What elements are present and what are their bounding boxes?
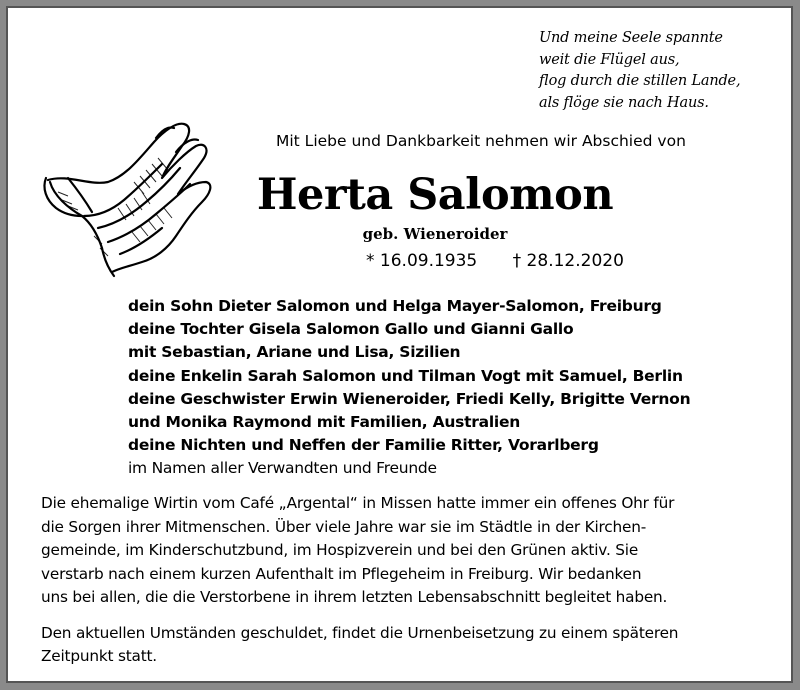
mourners-closing: im Namen aller Verwandten und Freunde <box>128 459 437 478</box>
deceased-name: Herta Salomon <box>256 170 614 220</box>
maiden-name: geb. Wieneroider <box>362 225 508 243</box>
obituary-text <box>41 492 755 669</box>
life-dates <box>366 251 624 271</box>
paragraph-line: gemeinde, im Kinderschutzbund, im Hospizverein und bei den Grünen aktiv. Sie <box>41 541 639 559</box>
poem-line: weit die Flügel aus, <box>539 51 680 68</box>
birth-date: * 16.09.1935 <box>366 251 478 271</box>
mourner-line: deine Nichten und Neffen der Familie Ritter, Vorarlberg <box>128 436 599 455</box>
mourner-line: dein Sohn Dieter Salomon und Helga Mayer-Salomon, Freiburg <box>128 297 662 315</box>
mourner-line: deine Geschwister Erwin Wieneroider, Friedi Kelly, Brigitte Vernon <box>128 389 691 408</box>
death-date: † 28.12.2020 <box>512 251 624 271</box>
paragraph-gap <box>41 610 755 622</box>
mourners-list <box>128 295 690 481</box>
paragraph-line: Die ehemalige Wirtin vom Café „Argental“ in Missen hatte immer ein offenes Ohr für <box>41 494 675 512</box>
paragraph-line: die Sorgen ihrer Mitmenschen. Über viele Jahre war sie im Städtle in der Kirchen- <box>41 517 647 536</box>
paragraph-line: uns bei allen, die die Verstorbene in ihrem letzten Lebensabschnitt begleitet haben. <box>41 588 668 606</box>
intro-text: Mit Liebe und Dankbarkeit nehmen wir Abschied von <box>276 132 686 150</box>
mourner-line: und Monika Raymond mit Familien, Australien <box>128 413 521 432</box>
mourner-line: deine Tochter Gisela Salomon Gallo und Gianni Gallo <box>128 320 574 339</box>
paragraph-line: verstarb nach einem kurzen Aufenthalt im Pflegeheim in Freiburg. Wir bedanken <box>41 564 642 583</box>
poem <box>539 28 740 114</box>
paragraph-line: Den aktuellen Umständen geschuldet, findet die Urnenbeisetzung zu einem späteren <box>41 623 679 642</box>
mourner-line: mit Sebastian, Ariane und Lisa, Sizilien <box>128 343 461 362</box>
poem-line: Und meine Seele spannte <box>539 30 723 46</box>
poem-line: als flöge sie nach Haus. <box>539 94 709 111</box>
paragraph-line: Zeitpunkt statt. <box>41 647 157 665</box>
poem-line: flog durch die stillen Lande, <box>539 73 741 89</box>
mourner-line: deine Enkelin Sarah Salomon und Tilman Vogt mit Samuel, Berlin <box>128 366 683 385</box>
